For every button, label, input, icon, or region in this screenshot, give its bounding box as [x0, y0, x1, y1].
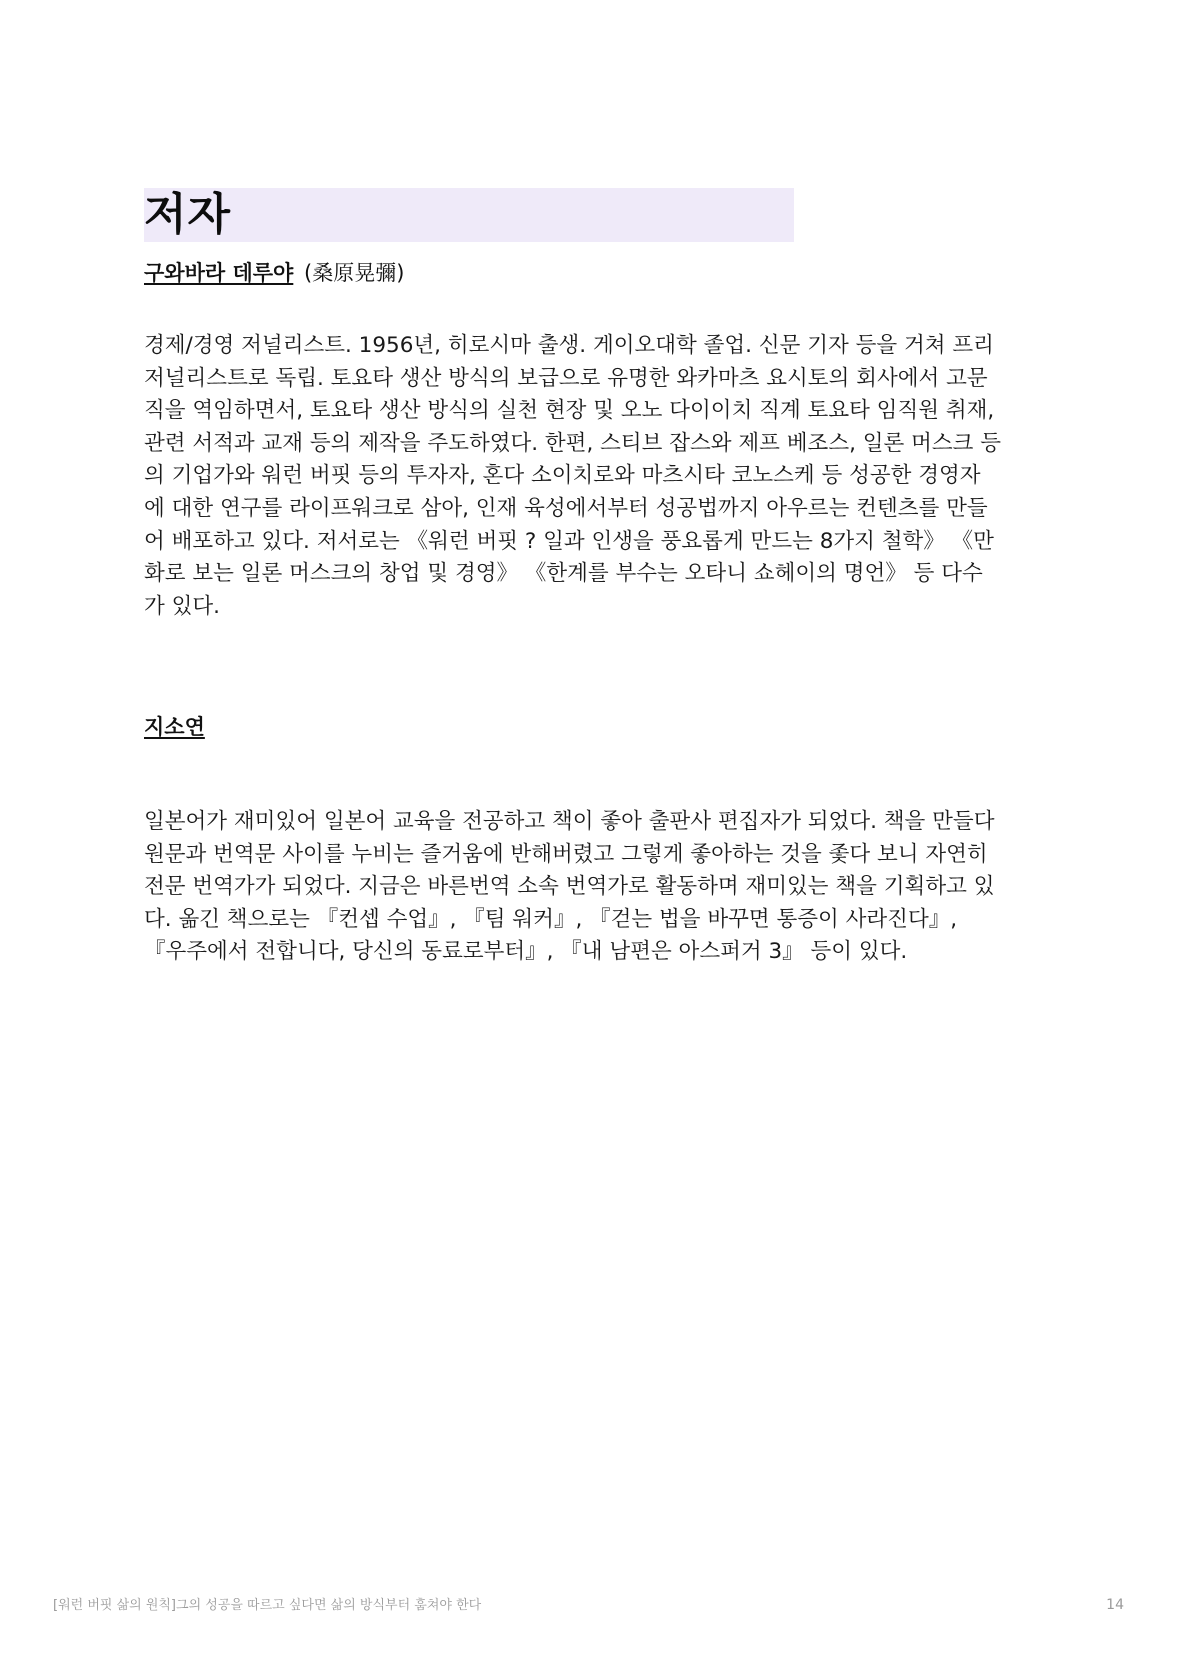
translator-bio-line: 전문 번역가가 되었다. 지금은 바른번역 소속 번역가로 활동하며 재미있는 책을 기획하고 있: [144, 874, 995, 900]
translator-bio: [144, 806, 1044, 969]
author-bio-line: 직을 역임하면서, 토요타 생산 방식의 실천 현장 및 오노 다이이치 직계 토요타 임직원 취재,: [144, 398, 995, 424]
author-original-name: (桑原晃彌): [304, 261, 405, 285]
author-bio-line: 저널리스트로 독립. 토요타 생산 방식의 보급으로 유명한 와카마츠 요시토의 회사에서 고문: [144, 365, 988, 391]
author-bio-line: 화로 보는 일론 머스크의 창업 및 경영》 《한계를 부수는 오타니 쇼헤이의 명언》 등 다수: [144, 561, 983, 587]
footer-book-title: [워런 버핏 삶의 원칙]그의 성공을 따르고 싶다면 삶의 방식부터 훔쳐야 한다: [53, 1598, 482, 1613]
translator-bio-line: 일본어가 재미있어 일본어 교육을 전공하고 책이 좋아 출판사 편집자가 되었다. 책을 만들다: [144, 809, 995, 834]
author-line: [144, 258, 404, 288]
section-heading: 저자: [144, 188, 794, 242]
translator-name: 지소연: [144, 715, 205, 739]
author-bio-line: 경제/경영 저널리스트. 1956년, 히로시마 출생. 게이오대학 졸업. 신문 기자 등을 거쳐 프리: [144, 333, 994, 358]
author-bio-line: 어 배포하고 있다. 저서로는 《워런 버핏 ? 일과 인생을 풍요롭게 만드는 8가지 철학》 《만: [144, 528, 994, 554]
author-bio-line: 관련 서적과 교재 등의 제작을 주도하였다. 한편, 스티브 잡스와 제프 베조스, 일론 머스크 등: [144, 430, 1002, 456]
author-name: 구와바라 데루야: [144, 261, 294, 285]
translator-bio-line: 『우주에서 전합니다, 당신의 동료로부터』, 『내 남편은 아스퍼거 3』 등이 있다.: [144, 939, 908, 965]
footer-page-number: 14: [1106, 1597, 1124, 1613]
translator-bio-line: 원문과 번역문 사이를 누비는 즐거움에 반해버렸고 그렇게 좋아하는 것을 좇다 보니 자연히: [144, 841, 988, 867]
author-bio-line: 의 기업가와 워런 버핏 등의 투자자, 혼다 소이치로와 마츠시타 코노스케 등 성공한 경영자: [144, 463, 981, 489]
author-bio-line: 가 있다.: [144, 593, 220, 619]
translator-bio-line: 다. 옮긴 책으로는 『컨셉 수업』, 『팀 워커』, 『걷는 법을 바꾸면 통증이 사라진다』,: [144, 906, 958, 932]
author-bio-line: 에 대한 연구를 라이프워크로 삼아, 인재 육성에서부터 성공법까지 아우르는 컨텐츠를 만들: [144, 495, 988, 521]
author-bio: [144, 330, 1044, 623]
